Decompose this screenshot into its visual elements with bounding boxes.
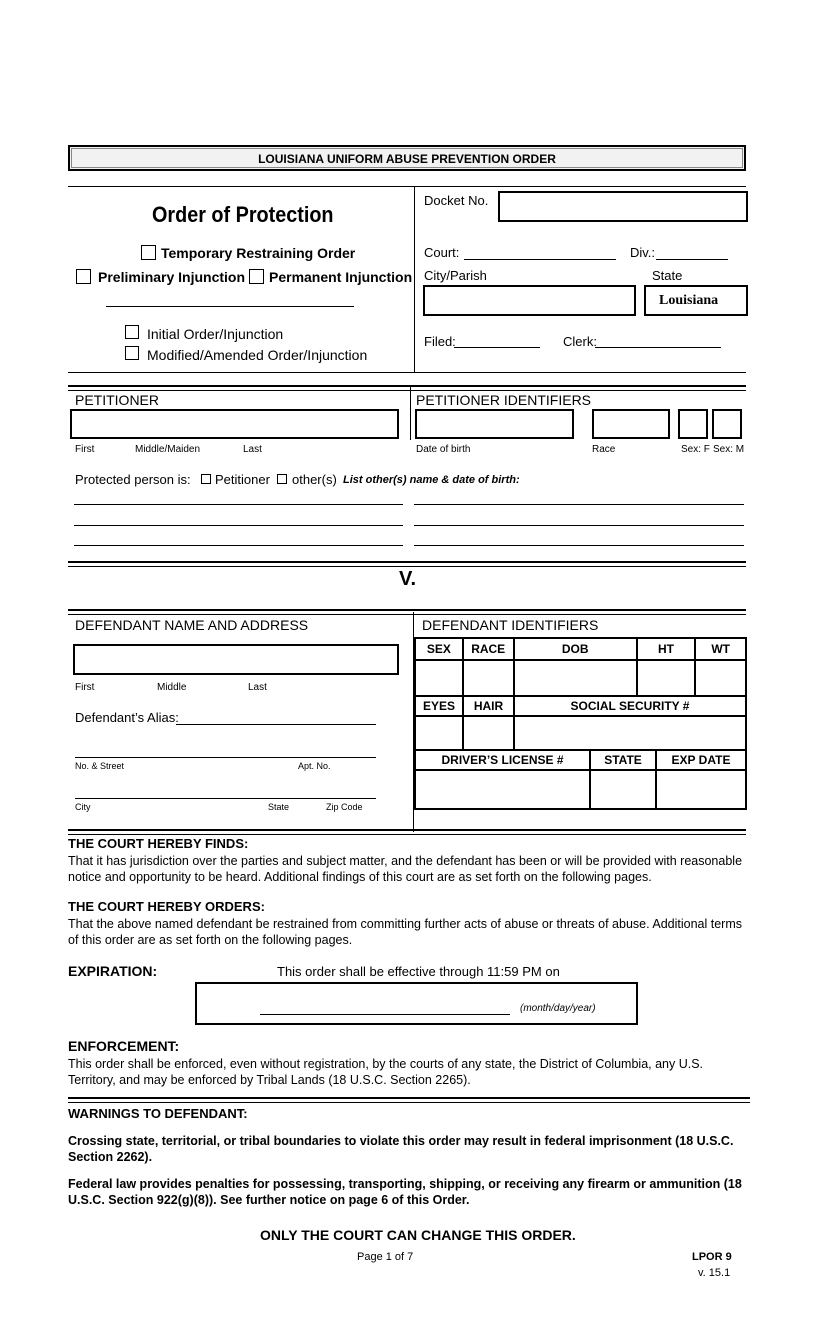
finds-heading: THE COURT HEREBY FINDS:	[68, 836, 249, 851]
defendant-id-grid-1	[414, 637, 747, 697]
others-line[interactable]	[74, 545, 403, 546]
others-line[interactable]	[414, 545, 744, 546]
defendant-state-label: State	[268, 802, 290, 812]
defendant-identifiers-heading: DEFENDANT IDENTIFIERS	[422, 617, 599, 633]
expiration-heading: EXPIRATION:	[68, 963, 158, 979]
petitioner-sex-m-label: Sex: M	[713, 444, 745, 455]
state-input[interactable]	[644, 285, 748, 316]
docket-label: Docket No.	[424, 193, 489, 208]
petitioner-race-label: Race	[592, 444, 616, 455]
expiration-date-box[interactable]	[195, 982, 638, 1025]
court-notice: ONLY THE COURT CAN CHANGE THIS ORDER.	[260, 1227, 576, 1243]
defendant-first-label: First	[75, 682, 95, 693]
form-version: v. 15.1	[698, 1267, 731, 1279]
list-others-label: List other(s) name & date of birth:	[343, 474, 520, 486]
court-field[interactable]	[464, 259, 616, 260]
petitioner-race-input[interactable]	[592, 409, 670, 439]
permanent-label: Permanent Injunction	[269, 269, 413, 285]
petitioner-last-label: Last	[243, 444, 262, 455]
defendant-zip-label: Zip Code	[326, 802, 363, 812]
ssn-header: SOCIAL SECURITY #	[514, 696, 746, 716]
protected-person-label: Protected person is:	[75, 472, 191, 487]
defendant-name-input[interactable]	[73, 644, 399, 675]
warning-firearms: Federal law provides penalties for possessing, transporting, shipping, or receiving any firearm or ammunition (18 U.S.C. Section 922(g)(8)). See further notice on page 6 of this Order.	[68, 1177, 742, 1207]
dl-header: DRIVER’S LICENSE #	[415, 750, 590, 770]
city-parish-label: City/Parish	[424, 268, 487, 283]
others-line[interactable]	[414, 504, 744, 505]
eyes-header: EYES	[415, 696, 463, 716]
petitioner-dob-label: Date of birth	[416, 444, 471, 455]
defendant-city-label: City	[75, 802, 91, 812]
ssn-cell[interactable]	[514, 716, 746, 750]
modified-checkbox[interactable]	[125, 346, 139, 360]
petitioner-heading: PETITIONER	[75, 392, 160, 408]
state-value: Louisiana	[659, 293, 719, 308]
dl-state-header: STATE	[590, 750, 656, 770]
defendant-city-field[interactable]	[75, 798, 376, 799]
initial-label: Initial Order/Injunction	[147, 326, 284, 342]
wt-cell[interactable]	[695, 660, 746, 696]
docket-input[interactable]	[498, 191, 748, 222]
defendant-street-field[interactable]	[75, 757, 376, 758]
orders-heading: THE COURT HEREBY ORDERS:	[68, 899, 265, 914]
sex-header: SEX	[415, 638, 463, 660]
other-order-line[interactable]	[106, 306, 354, 307]
dl-state-cell[interactable]	[590, 770, 656, 809]
defendant-apt-label: Apt. No.	[298, 761, 331, 771]
defendant-id-grid-3	[414, 749, 747, 810]
finds-text: That it has jurisdiction over the parties and subject matter, and the defendant has been or will be provided with reasonable notice and opportunity to be heard. Additional findings of this court are as set forth on the following pages.	[68, 854, 743, 884]
defendant-heading: DEFENDANT NAME AND ADDRESS	[75, 617, 309, 633]
dob-cell[interactable]	[514, 660, 637, 696]
div-field[interactable]	[656, 259, 728, 260]
expiration-text: This order shall be effective through 11:59 PM on	[277, 964, 560, 979]
temporary-checkbox[interactable]	[141, 245, 156, 260]
initial-checkbox[interactable]	[125, 325, 139, 339]
hair-header: HAIR	[463, 696, 514, 716]
race-cell[interactable]	[463, 660, 514, 696]
permanent-checkbox[interactable]	[249, 269, 264, 284]
form-number: LPOR 9	[692, 1251, 732, 1263]
expiration-date-hint: (month/day/year)	[520, 1003, 596, 1014]
order-title: Order of Protection	[152, 202, 334, 227]
form-header	[68, 145, 746, 171]
petitioner-sex-f-label: Sex: F	[681, 444, 710, 455]
wt-header: WT	[695, 638, 746, 660]
preliminary-checkbox[interactable]	[76, 269, 91, 284]
modified-label: Modified/Amended Order/Injunction	[147, 347, 368, 363]
div-label: Div.:	[630, 245, 656, 260]
clerk-field[interactable]	[595, 347, 721, 348]
others-line[interactable]	[414, 525, 744, 526]
petitioner-dob-input[interactable]	[415, 409, 574, 439]
warnings-heading: WARNINGS TO DEFENDANT:	[68, 1106, 248, 1121]
race-header: RACE	[463, 638, 514, 660]
dl-cell[interactable]	[415, 770, 590, 809]
petitioner-sex-m-box[interactable]	[712, 409, 742, 439]
others-line[interactable]	[74, 504, 403, 505]
petitioner-name-input[interactable]	[70, 409, 399, 439]
expiration-date-field[interactable]	[260, 1014, 510, 1015]
sex-cell[interactable]	[415, 660, 463, 696]
court-label: Court:	[424, 245, 460, 260]
form-title: LOUISIANA UNIFORM ABUSE PREVENTION ORDER	[258, 152, 556, 166]
enforcement-text: This order shall be enforced, even without registration, by the courts of any state, the District of Columbia, any U.S. Territory, and may be enforced by Tribal Lands (18 U.S.C. Section 2265).	[68, 1057, 704, 1087]
temporary-label: Temporary Restraining Order	[161, 245, 356, 261]
clerk-label: Clerk:	[563, 334, 597, 349]
petitioner-middle-label: Middle/Maiden	[135, 444, 201, 455]
state-label: State	[652, 268, 683, 283]
enforcement-heading: ENFORCEMENT:	[68, 1038, 180, 1054]
defendant-last-label: Last	[248, 682, 267, 693]
dob-header: DOB	[514, 638, 637, 660]
filed-label: Filed:	[424, 334, 456, 349]
exp-header: EXP DATE	[656, 750, 746, 770]
ht-header: HT	[637, 638, 696, 660]
exp-cell[interactable]	[656, 770, 746, 809]
orders-text: That the above named defendant be restrained from committing further acts of abuse or threats of abuse. Additional terms of this order are as set forth on the following pages.	[68, 917, 742, 947]
eyes-cell[interactable]	[415, 716, 463, 750]
warning-interstate: Crossing state, territorial, or tribal boundaries to violate this order may result in federal imprisonment (18 U.S.C. Section 2262).	[68, 1134, 734, 1164]
protected-others-label: other(s)	[292, 472, 337, 487]
protected-petitioner-label: Petitioner	[215, 472, 270, 487]
preliminary-label: Preliminary Injunction	[98, 269, 246, 285]
hair-cell[interactable]	[463, 716, 514, 750]
defendant-alias-label: Defendant’s Alias:	[75, 710, 179, 725]
page-number: Page 1 of 7	[357, 1251, 414, 1263]
others-line[interactable]	[74, 525, 403, 526]
versus-label: V.	[399, 568, 417, 590]
filed-field[interactable]	[454, 347, 540, 348]
ht-cell[interactable]	[637, 660, 696, 696]
protected-others-checkbox[interactable]	[277, 474, 287, 484]
defendant-street-label: No. & Street	[75, 761, 125, 771]
city-parish-input[interactable]	[423, 285, 636, 316]
protected-petitioner-checkbox[interactable]	[201, 474, 211, 484]
petitioner-first-label: First	[75, 444, 95, 455]
petitioner-identifiers-heading: PETITIONER IDENTIFIERS	[416, 392, 592, 408]
defendant-alias-field[interactable]	[176, 724, 376, 725]
defendant-id-grid-2	[414, 695, 747, 751]
defendant-middle-label: Middle	[157, 682, 187, 693]
petitioner-sex-f-box[interactable]	[678, 409, 708, 439]
